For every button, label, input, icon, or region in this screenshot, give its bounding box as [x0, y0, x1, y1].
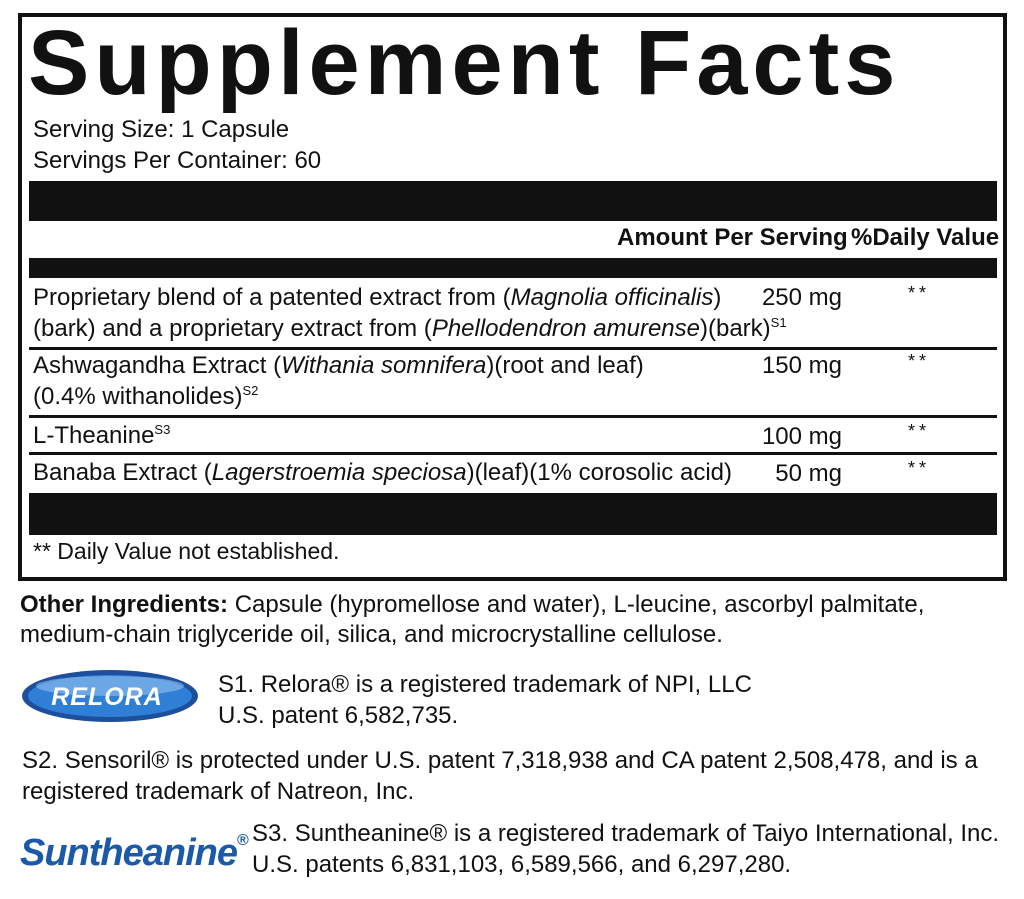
daily-value-cell: **: [908, 283, 931, 303]
ingredient-amount: 100 mg: [761, 423, 842, 450]
ingredient-row-name: L-Theanine$^{S3}$: [33, 422, 171, 449]
ingredient-row-name: Ashwagandha Extract (Withania somnifera)(root and leaf) (0.4% withanolides)$^{S2}$: [33, 352, 644, 410]
relora-logo-text: RELORA: [51, 683, 163, 711]
daily-value-cell: **: [908, 421, 931, 441]
relora-trademark: S1. Relora® is a registered trademark of NPI, LLC: [218, 671, 752, 698]
suntheanine-trademark: S3. Suntheanine® is a registered trademark of Taiyo International, Inc.: [252, 820, 999, 847]
serving-size: Serving Size: 1 Capsule: [33, 116, 290, 143]
relora-logo: [20, 668, 200, 724]
suntheanine-logo: Suntheanine®: [20, 832, 248, 874]
other-ingredients: [20, 590, 1010, 650]
thick-bar-header: [29, 258, 997, 278]
page-title: Supplement Facts: [28, 12, 901, 114]
row-divider: [29, 415, 997, 418]
ingredient-amount: 150 mg: [761, 352, 842, 379]
relora-patent: U.S. patent 6,582,735.: [218, 702, 459, 729]
daily-value-header: %Daily Value: [851, 224, 1000, 251]
sensoril-trademark-cont: registered trademark of Natreon, Inc.: [22, 778, 415, 805]
row-divider: [29, 452, 997, 455]
amount-per-serving-header: Amount Per Serving: [617, 224, 848, 251]
suntheanine-patents: U.S. patents 6,831,103, 6,589,566, and 6,297,280.: [252, 851, 792, 878]
sensoril-trademark: S2. Sensoril® is protected under U.S. patent 7,318,938 and CA patent 2,508,478, and is a: [22, 747, 978, 774]
daily-value-footnote: ** Daily Value not established.: [33, 538, 340, 564]
servings-per-container: Servings Per Container: 60: [33, 147, 322, 174]
thick-bar-bottom: [29, 493, 997, 535]
daily-value-cell: **: [908, 351, 931, 371]
ingredient-row-name: Banaba Extract (Lagerstroemia speciosa)(leaf)(1% corosolic acid): [33, 459, 732, 486]
ingredient-amount: 250 mg: [761, 284, 842, 311]
ingredient-row-name: Proprietary blend of a patented extract from (Magnolia officinalis) (bark) and a proprietary extract from (Phellodendron amurense)(bark)$^{S1}$: [33, 284, 787, 342]
other-ingredients-text: Capsule (hypromellose and water), L-leucine, ascorbyl palmitate, medium-chain triglyceride oil, silica, and microcrystalline cellulose.: [20, 591, 925, 648]
other-ingredients-label: Other Ingredients:: [20, 591, 229, 618]
ingredient-amount: 50 mg: [775, 460, 842, 487]
daily-value-cell: **: [908, 458, 931, 478]
thick-bar-top: [29, 181, 997, 221]
